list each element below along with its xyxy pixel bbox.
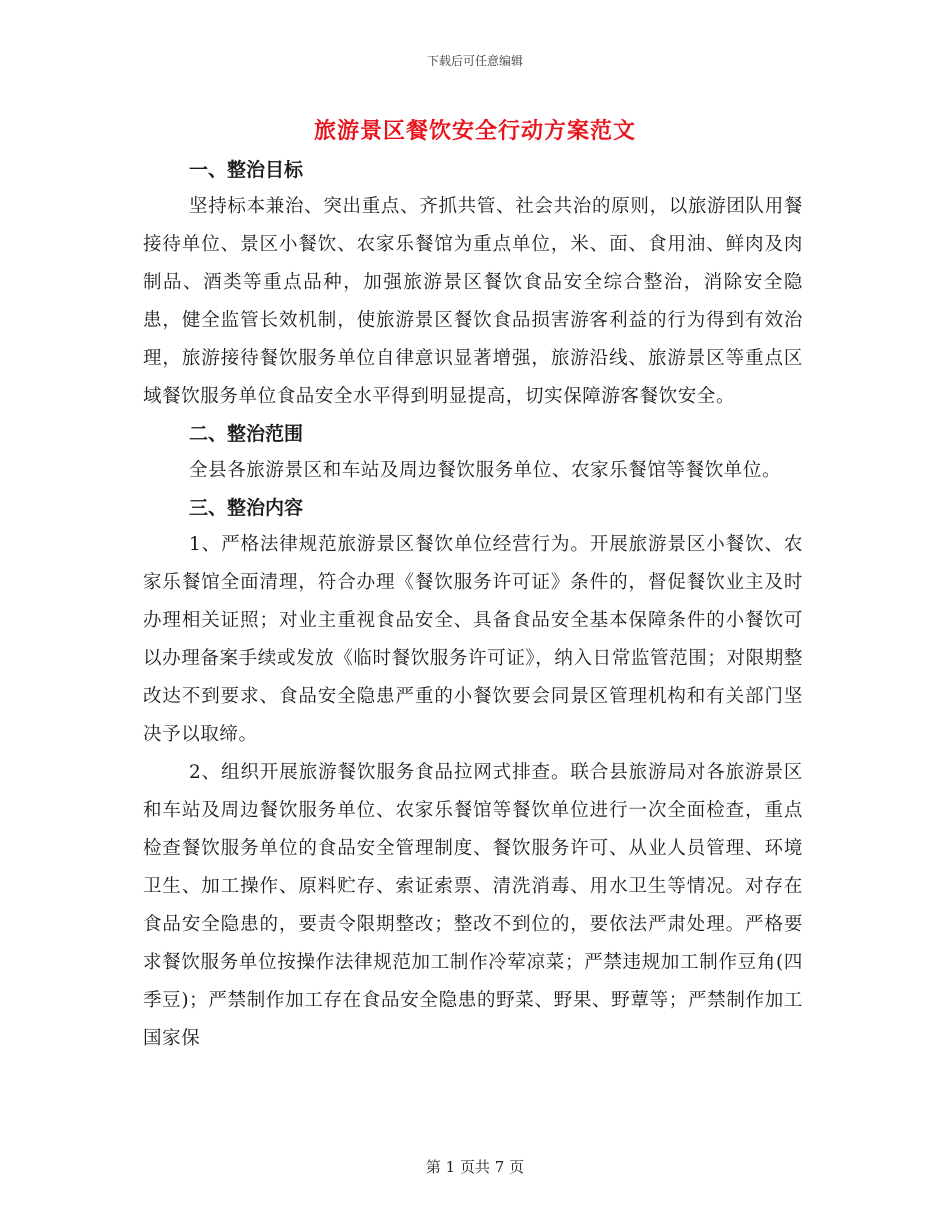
- header-note: 下载后可任意编辑: [426, 54, 523, 68]
- section-heading-scope: 二、整治范围: [189, 423, 304, 445]
- paragraph-goals: 坚持标本兼治、突出重点、齐抓共管、社会共治的原则，以旅游团队用餐接待单位、景区小餐饮、农家乐餐馆为重点单位，米、面、食用油、鲜肉及肉制品、酒类等重点品种，加强旅游景区餐饮食品安全综合整治，消除安全隐患，健全监管长效机制，使旅游景区餐饮食品损害游客利益的行为得到有效治理，旅游接待餐饮服务单位自律意识显著增强，旅游沿线、旅游景区等重点区域餐饮服务单位食品安全水平得到明显提高，切实保障游客餐饮安全。: [143, 196, 803, 407]
- paragraph-scope: 全县各旅游景区和车站及周边餐饮服务单位、农家乐餐馆等餐饮单位。: [189, 460, 782, 481]
- document-title: 旅游景区餐饮安全行动方案范文: [313, 118, 636, 144]
- paragraph-content-item-2: 2、组织开展旅游餐饮服务食品拉网式排查。联合县旅游局对各旅游景区和车站及周边餐饮服务单位、农家乐餐馆等餐饮单位进行一次全面检查，重点检查餐饮服务单位的食品安全管理制度、餐饮服务许可、从业人员管理、环境卫生、加工操作、原料贮存、索证索票、清洗消毒、用水卫生等情况。对存在食品安全隐患的，要责令限期整改；整改不到位的，要依法严肃处理。严格要求餐饮服务单位按操作法律规范加工制作冷荤凉菜；严禁违规加工制作豆角(四季豆)；严禁制作加工存在食品安全隐患的野菜、野果、野蕈等；严禁制作加工国家保: [143, 762, 803, 1049]
- section-heading-goals: 一、整治目标: [189, 159, 304, 181]
- section-heading-content: 三、整治内容: [189, 497, 304, 519]
- page-indicator: 第 1 页共 7 页: [425, 1158, 525, 1176]
- document-body: [143, 152, 803, 1058]
- paragraph-content-item-1: 1、严格法律规范旅游景区餐饮单位经营行为。开展旅游景区小餐饮、农家乐餐馆全面清理，符合办理《餐饮服务许可证》条件的，督促餐饮业主及时办理相关证照；对业主重视食品安全、具备食品安全基本保障条件的小餐饮可以办理备案手续或发放《临时餐饮服务许可证》，纳入日常监管范围；对限期整改达不到要求、食品安全隐患严重的小餐饮要会同景区管理机构和有关部门坚决予以取缔。: [143, 534, 803, 745]
